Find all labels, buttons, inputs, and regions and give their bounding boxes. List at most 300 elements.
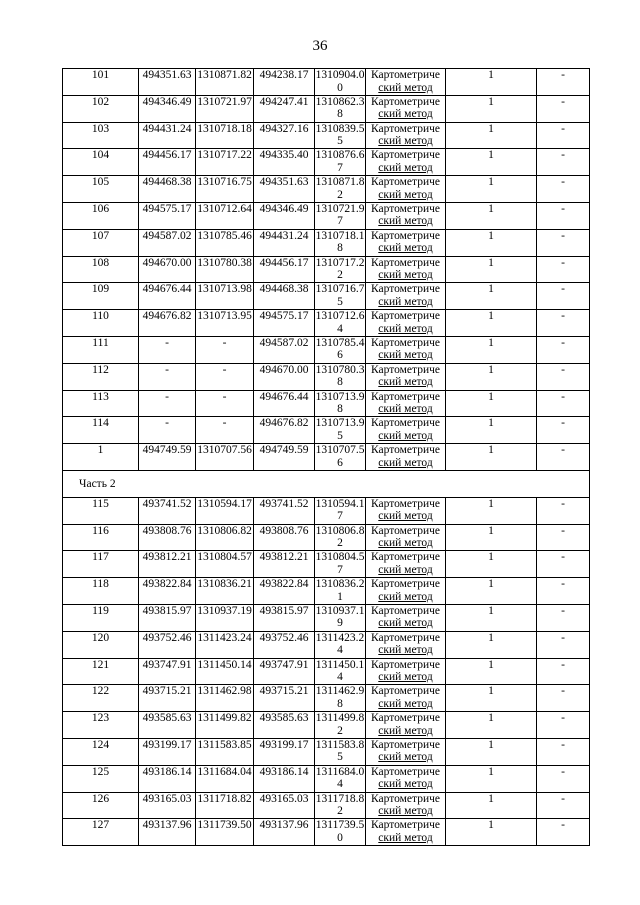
point-number-cell: 119: [63, 604, 139, 631]
table-row: [63, 122, 590, 149]
note-cell: -: [537, 551, 590, 578]
note-cell: -: [537, 417, 590, 444]
x-coordinate-cell: 494351.63: [139, 69, 196, 96]
y-coordinate-cell: 1311718.82: [196, 792, 254, 819]
point-number-cell: 111: [63, 336, 139, 363]
x-coordinate-prev-cell: 494346.49: [254, 202, 315, 229]
table-row: [63, 202, 590, 229]
y-coordinate-cell: 1310716.75: [196, 176, 254, 203]
y-coordinate-prev-cell: 1310716.75: [315, 283, 365, 308]
point-number-cell: 122: [63, 685, 139, 712]
method-line-2: ский метод: [378, 295, 433, 308]
y-coordinate-prev-cell: 1310876.67: [315, 149, 365, 174]
count-cell: 1: [446, 202, 537, 229]
method-line-2: ский метод: [378, 590, 433, 603]
method-line-1: Картометриче: [371, 229, 440, 242]
method-line-1: Картометриче: [371, 604, 440, 617]
method-line-2: ский метод: [378, 215, 433, 228]
count-cell: 1: [446, 444, 537, 471]
part-2-row: [63, 470, 590, 497]
x-coordinate-prev-cell: 493137.96: [254, 819, 315, 846]
y-coordinate-cell: 1311423.24: [196, 631, 254, 658]
x-coordinate-cell: 494456.17: [139, 149, 196, 176]
count-cell: 1: [446, 390, 537, 417]
y-coordinate-prev-cell: 1310717.22: [315, 256, 365, 282]
method-line-2: ский метод: [378, 724, 433, 737]
method-cell: [366, 738, 446, 765]
method-line-1: Картометриче: [371, 95, 440, 108]
note-cell: -: [537, 765, 590, 792]
count-cell: 1: [446, 176, 537, 203]
note-cell: -: [537, 658, 590, 685]
note-cell: -: [537, 604, 590, 631]
method-cell: [366, 524, 446, 551]
method-cell: [366, 792, 446, 819]
y-coordinate-prev-cell: 1310785.46: [315, 336, 365, 362]
x-coordinate-prev-cell: 494335.40: [254, 149, 315, 176]
count-cell: 1: [446, 685, 537, 712]
method-cell: [366, 122, 446, 149]
note-cell: -: [537, 122, 590, 149]
note-cell: -: [537, 390, 590, 417]
note-cell: -: [537, 444, 590, 471]
point-number-cell: 113: [63, 390, 139, 417]
y-coordinate-cell: 1310937.19: [196, 604, 254, 631]
x-coordinate-cell: -: [139, 336, 196, 363]
note-cell: -: [537, 792, 590, 819]
x-coordinate-prev-cell: 493585.63: [254, 712, 315, 739]
x-coordinate-cell: 494431.24: [139, 122, 196, 149]
method-cell: [366, 283, 446, 310]
y-coordinate-prev-cell: 1310594.17: [315, 497, 365, 523]
count-cell: 1: [446, 229, 537, 256]
point-number-cell: 123: [63, 712, 139, 739]
point-number-cell: 120: [63, 631, 139, 658]
note-cell: -: [537, 176, 590, 203]
y-coordinate-prev-cell: 1310718.18: [315, 229, 365, 255]
method-line-2: ский метод: [378, 108, 433, 121]
method-line-2: ский метод: [378, 510, 433, 523]
method-line-1: Картометриче: [371, 444, 440, 457]
y-coordinate-cell: 1311583.85: [196, 738, 254, 765]
y-coordinate-cell: 1310721.97: [196, 95, 254, 122]
y-coordinate-cell: -: [196, 390, 254, 417]
method-line-2: ский метод: [378, 403, 433, 416]
count-cell: 1: [446, 336, 537, 363]
method-cell: [366, 256, 446, 283]
method-cell: [366, 149, 446, 176]
note-cell: -: [537, 283, 590, 310]
y-coordinate-prev-cell: 1310836.21: [315, 578, 365, 603]
y-coordinate-prev-cell: 1310712.64: [315, 310, 365, 335]
point-number-cell: 110: [63, 310, 139, 337]
note-cell: -: [537, 310, 590, 337]
method-cell: [366, 363, 446, 390]
method-line-2: ский метод: [378, 322, 433, 335]
method-line-2: ский метод: [378, 188, 433, 201]
y-coordinate-prev-cell: 1310806.82: [315, 524, 365, 550]
y-coordinate-cell: 1311462.98: [196, 685, 254, 712]
method-line-1: Картометриче: [371, 122, 440, 135]
x-coordinate-cell: 493822.84: [139, 578, 196, 605]
method-line-2: ский метод: [378, 456, 433, 469]
method-line-2: ский метод: [378, 537, 433, 550]
part-2-label: Часть 2: [63, 470, 590, 497]
note-cell: -: [537, 149, 590, 176]
x-coordinate-cell: 493752.46: [139, 631, 196, 658]
table-row: [63, 578, 590, 605]
method-line-1: Картометриче: [371, 765, 440, 778]
table-row: [63, 95, 590, 122]
table-row: [63, 310, 590, 337]
method-line-2: ский метод: [378, 563, 433, 576]
count-cell: 1: [446, 497, 537, 524]
note-cell: -: [537, 336, 590, 363]
method-line-2: ский метод: [378, 135, 433, 148]
method-line-1: Картометриче: [371, 524, 440, 537]
point-number-cell: 114: [63, 417, 139, 444]
x-coordinate-cell: 493137.96: [139, 819, 196, 846]
y-coordinate-prev-cell: 1310862.38: [315, 95, 365, 121]
page-number: 36: [312, 38, 328, 54]
method-line-2: ский метод: [378, 671, 433, 684]
x-coordinate-cell: 493165.03: [139, 792, 196, 819]
count-cell: 1: [446, 738, 537, 765]
count-cell: 1: [446, 551, 537, 578]
method-cell: [366, 390, 446, 417]
count-cell: 1: [446, 283, 537, 310]
x-coordinate-prev-cell: 494456.17: [254, 256, 315, 283]
table-row: [63, 497, 590, 524]
table-row: [63, 283, 590, 310]
method-line-1: Картометриче: [371, 256, 440, 269]
method-cell: [366, 819, 446, 846]
y-coordinate-prev-cell: 1310780.38: [315, 363, 365, 389]
note-cell: -: [537, 738, 590, 765]
point-number-cell: 103: [63, 122, 139, 149]
note-cell: -: [537, 95, 590, 122]
y-coordinate-prev-cell: 1311499.82: [315, 712, 365, 737]
method-cell: [366, 202, 446, 229]
note-cell: -: [537, 363, 590, 390]
x-coordinate-prev-cell: 493186.14: [254, 765, 315, 792]
table-row: [63, 524, 590, 551]
y-coordinate-prev-cell: 1311450.14: [315, 658, 365, 684]
x-coordinate-prev-cell: 494238.17: [254, 69, 315, 96]
method-cell: [366, 69, 446, 96]
x-coordinate-prev-cell: 493822.84: [254, 578, 315, 605]
note-cell: -: [537, 631, 590, 658]
x-coordinate-cell: 494575.17: [139, 202, 196, 229]
y-coordinate-prev-cell: 1310839.55: [315, 122, 365, 148]
point-number-cell: 115: [63, 497, 139, 524]
y-coordinate-prev-cell: 1310721.97: [315, 202, 365, 228]
y-coordinate-prev-cell: 1311462.98: [315, 685, 365, 710]
method-line-1: Картометриче: [371, 631, 440, 644]
method-line-1: Картометриче: [371, 658, 440, 671]
y-coordinate-cell: 1310718.18: [196, 122, 254, 149]
table-row: [63, 658, 590, 685]
x-coordinate-cell: -: [139, 390, 196, 417]
method-line-2: ский метод: [378, 617, 433, 630]
y-coordinate-cell: 1310780.38: [196, 256, 254, 283]
table-row: [63, 363, 590, 390]
x-coordinate-prev-cell: 494587.02: [254, 336, 315, 363]
x-coordinate-prev-cell: 494351.63: [254, 176, 315, 203]
y-coordinate-prev-cell: 1310804.57: [315, 551, 365, 576]
method-line-1: Картометриче: [371, 792, 440, 805]
x-coordinate-prev-cell: 494575.17: [254, 310, 315, 337]
method-cell: [366, 310, 446, 337]
y-coordinate-prev-cell: 1311739.50: [315, 819, 365, 844]
table-row: [63, 69, 590, 96]
method-line-2: ский метод: [378, 697, 433, 710]
y-coordinate-cell: 1310594.17: [196, 497, 254, 524]
method-line-1: Картометриче: [371, 390, 440, 403]
x-coordinate-cell: 494676.44: [139, 283, 196, 310]
table-row: [63, 256, 590, 283]
method-cell: [366, 176, 446, 203]
table-row: [63, 176, 590, 203]
y-coordinate-prev-cell: 1310713.98: [315, 390, 365, 416]
count-cell: 1: [446, 819, 537, 846]
x-coordinate-prev-cell: 494749.59: [254, 444, 315, 471]
method-cell: [366, 444, 446, 471]
count-cell: 1: [446, 578, 537, 605]
y-coordinate-cell: 1310713.95: [196, 310, 254, 337]
method-cell: [366, 95, 446, 122]
method-line-2: ский метод: [378, 644, 433, 657]
y-coordinate-prev-cell: 1310713.95: [315, 417, 365, 442]
count-cell: 1: [446, 658, 537, 685]
method-cell: [366, 658, 446, 685]
y-coordinate-prev-cell: 1311718.82: [315, 792, 365, 818]
x-coordinate-prev-cell: 493715.21: [254, 685, 315, 712]
point-number-cell: 1: [63, 444, 139, 471]
y-coordinate-cell: 1310712.64: [196, 202, 254, 229]
method-line-1: Картометриче: [371, 69, 440, 81]
y-coordinate-cell: 1311739.50: [196, 819, 254, 846]
table-row: [63, 417, 590, 444]
note-cell: -: [537, 229, 590, 256]
point-number-cell: 101: [63, 69, 139, 96]
x-coordinate-cell: 493747.91: [139, 658, 196, 685]
point-number-cell: 125: [63, 765, 139, 792]
y-coordinate-cell: -: [196, 417, 254, 444]
method-line-1: Картометриче: [371, 712, 440, 725]
point-number-cell: 107: [63, 229, 139, 256]
table-row: [63, 149, 590, 176]
point-number-cell: 116: [63, 524, 139, 551]
x-coordinate-cell: 493186.14: [139, 765, 196, 792]
point-number-cell: 109: [63, 283, 139, 310]
count-cell: 1: [446, 417, 537, 444]
note-cell: -: [537, 202, 590, 229]
x-coordinate-cell: 493808.76: [139, 524, 196, 551]
point-number-cell: 124: [63, 738, 139, 765]
y-coordinate-prev-cell: 1310871.82: [315, 176, 365, 201]
method-cell: [366, 604, 446, 631]
method-line-1: Картометриче: [371, 417, 440, 430]
count-cell: 1: [446, 122, 537, 149]
table-body-part-2: [63, 497, 590, 845]
x-coordinate-cell: 494670.00: [139, 256, 196, 283]
y-coordinate-prev-cell: 1310937.19: [315, 604, 365, 630]
table-row: [63, 390, 590, 417]
x-coordinate-prev-cell: 494247.41: [254, 95, 315, 122]
x-coordinate-prev-cell: 493199.17: [254, 738, 315, 765]
count-cell: 1: [446, 149, 537, 176]
y-coordinate-prev-cell: 1310707.56: [315, 444, 365, 469]
point-number-cell: 104: [63, 149, 139, 176]
method-cell: [366, 497, 446, 524]
table-row: [63, 229, 590, 256]
method-line-2: ский метод: [378, 429, 433, 442]
count-cell: 1: [446, 95, 537, 122]
y-coordinate-cell: 1310806.82: [196, 524, 254, 551]
method-line-1: Картометриче: [371, 336, 440, 349]
count-cell: 1: [446, 310, 537, 337]
x-coordinate-cell: 493815.97: [139, 604, 196, 631]
point-number-cell: 105: [63, 176, 139, 203]
note-cell: -: [537, 685, 590, 712]
x-coordinate-prev-cell: 493165.03: [254, 792, 315, 819]
method-line-1: Картометриче: [371, 578, 440, 591]
x-coordinate-cell: -: [139, 417, 196, 444]
method-cell: [366, 229, 446, 256]
table-row: [63, 551, 590, 578]
y-coordinate-prev-cell: 1311684.04: [315, 765, 365, 791]
method-line-1: Картометриче: [371, 283, 440, 296]
table-row: [63, 765, 590, 792]
note-cell: -: [537, 712, 590, 739]
point-number-cell: 118: [63, 578, 139, 605]
y-coordinate-cell: 1310707.56: [196, 444, 254, 471]
count-cell: 1: [446, 69, 537, 96]
table-row: [63, 336, 590, 363]
method-cell: [366, 336, 446, 363]
count-cell: 1: [446, 363, 537, 390]
method-cell: [366, 685, 446, 712]
x-coordinate-cell: 494587.02: [139, 229, 196, 256]
y-coordinate-cell: 1310713.98: [196, 283, 254, 310]
method-line-2: ский метод: [378, 349, 433, 362]
point-number-cell: 106: [63, 202, 139, 229]
count-cell: 1: [446, 604, 537, 631]
note-cell: -: [537, 578, 590, 605]
x-coordinate-prev-cell: 493812.21: [254, 551, 315, 578]
point-number-cell: 112: [63, 363, 139, 390]
y-coordinate-cell: 1311450.14: [196, 658, 254, 685]
y-coordinate-prev-cell: 1310904.00: [315, 69, 365, 94]
x-coordinate-cell: 493715.21: [139, 685, 196, 712]
x-coordinate-cell: 494749.59: [139, 444, 196, 471]
method-cell: [366, 578, 446, 605]
point-number-cell: 108: [63, 256, 139, 283]
x-coordinate-prev-cell: 493747.91: [254, 658, 315, 685]
table-row: [63, 738, 590, 765]
y-coordinate-prev-cell: 1311423.24: [315, 631, 365, 657]
method-cell: [366, 765, 446, 792]
x-coordinate-prev-cell: 494327.16: [254, 122, 315, 149]
table-row: [63, 444, 590, 471]
y-coordinate-cell: -: [196, 336, 254, 363]
x-coordinate-cell: 493812.21: [139, 551, 196, 578]
count-cell: 1: [446, 765, 537, 792]
count-cell: 1: [446, 792, 537, 819]
method-line-2: ский метод: [378, 376, 433, 389]
method-line-1: Картометриче: [371, 202, 440, 215]
note-cell: -: [537, 497, 590, 524]
table-body-part-1: [63, 69, 590, 471]
x-coordinate-prev-cell: 493752.46: [254, 631, 315, 658]
note-cell: -: [537, 69, 590, 96]
method-line-2: ский метод: [378, 831, 433, 844]
point-number-cell: 126: [63, 792, 139, 819]
x-coordinate-cell: 494346.49: [139, 95, 196, 122]
x-coordinate-prev-cell: 494676.82: [254, 417, 315, 444]
count-cell: 1: [446, 524, 537, 551]
method-cell: [366, 417, 446, 444]
x-coordinate-cell: 494676.82: [139, 310, 196, 337]
y-coordinate-cell: 1310785.46: [196, 229, 254, 256]
method-line-1: Картометриче: [371, 819, 440, 832]
y-coordinate-cell: -: [196, 363, 254, 390]
method-line-1: Картометриче: [371, 310, 440, 323]
y-coordinate-cell: 1310871.82: [196, 69, 254, 96]
point-number-cell: 102: [63, 95, 139, 122]
method-line-1: Картометриче: [371, 551, 440, 564]
note-cell: -: [537, 256, 590, 283]
count-cell: 1: [446, 631, 537, 658]
x-coordinate-cell: -: [139, 363, 196, 390]
x-coordinate-prev-cell: 493815.97: [254, 604, 315, 631]
method-line-1: Картометриче: [371, 738, 440, 751]
count-cell: 1: [446, 712, 537, 739]
method-cell: [366, 551, 446, 578]
x-coordinate-cell: 493585.63: [139, 712, 196, 739]
x-coordinate-cell: 493199.17: [139, 738, 196, 765]
x-coordinate-prev-cell: 494670.00: [254, 363, 315, 390]
y-coordinate-cell: 1311684.04: [196, 765, 254, 792]
y-coordinate-cell: 1310804.57: [196, 551, 254, 578]
method-line-2: ский метод: [378, 242, 433, 255]
method-cell: [366, 631, 446, 658]
table-row: [63, 712, 590, 739]
method-line-2: ский метод: [378, 81, 433, 94]
table-row: [63, 792, 590, 819]
method-line-1: Картометриче: [371, 149, 440, 162]
note-cell: -: [537, 819, 590, 846]
method-line-2: ский метод: [378, 805, 433, 818]
method-line-2: ский метод: [378, 161, 433, 174]
note-cell: -: [537, 524, 590, 551]
y-coordinate-cell: 1310717.22: [196, 149, 254, 176]
method-line-1: Картометриче: [371, 363, 440, 376]
x-coordinate-cell: 493741.52: [139, 497, 196, 524]
y-coordinate-cell: 1310836.21: [196, 578, 254, 605]
table-row: [63, 685, 590, 712]
point-number-cell: 127: [63, 819, 139, 846]
y-coordinate-cell: 1311499.82: [196, 712, 254, 739]
x-coordinate-cell: 494468.38: [139, 176, 196, 203]
method-line-1: Картометриче: [371, 685, 440, 698]
x-coordinate-prev-cell: 493808.76: [254, 524, 315, 551]
point-number-cell: 117: [63, 551, 139, 578]
method-line-1: Картометриче: [371, 176, 440, 189]
table-row: [63, 819, 590, 846]
table-row: [63, 631, 590, 658]
